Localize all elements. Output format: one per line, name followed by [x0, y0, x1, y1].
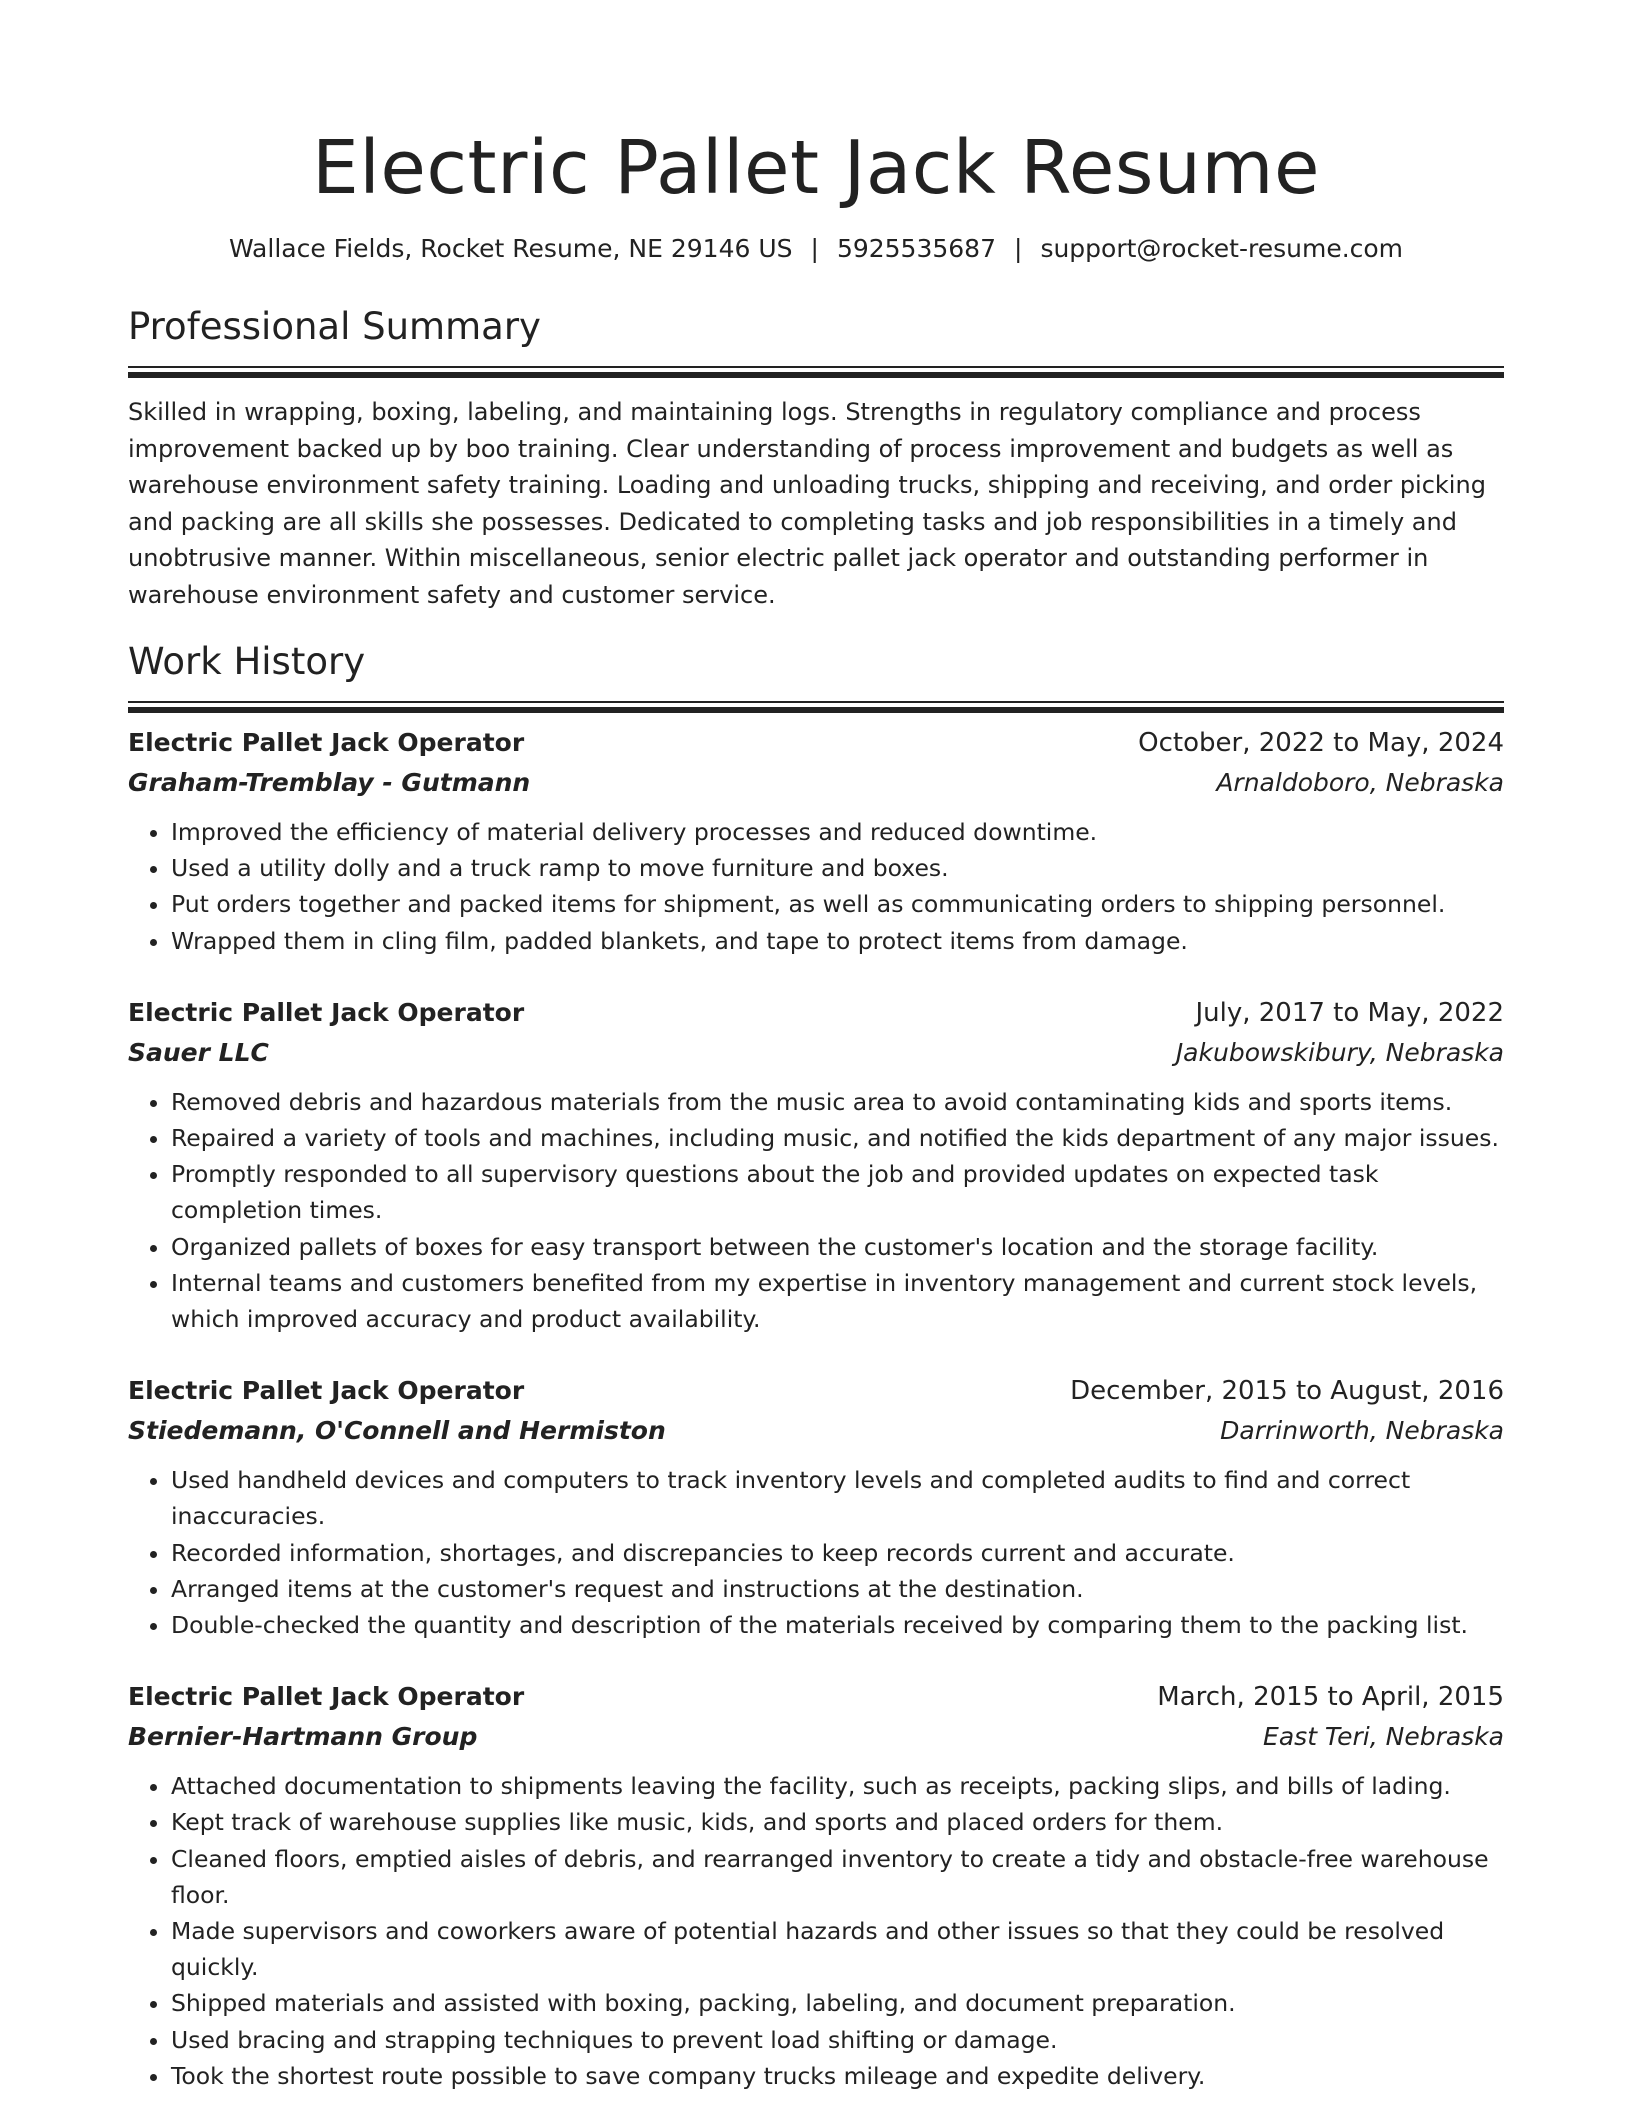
job-employer-row — [128, 1411, 1504, 1451]
job-responsibility-item: • Used bracing and strapping techniques to prevent load shifting or damage. — [171, 2022, 1504, 2058]
contact-address: Wallace Fields, Rocket Resume, NE 29146 US — [228, 234, 793, 263]
job-header-row — [128, 1677, 1504, 1717]
job-dates: July, 2017 to May, 2022 — [1195, 997, 1504, 1028]
job-responsibility-item: • Double-checked the quantity and description of the materials received by comparing them to the packing list. — [171, 1607, 1504, 1643]
job-responsibility-item: • Repaired a variety of tools and machines, including music, and notified the kids department of any major issues. — [171, 1120, 1504, 1156]
job-position: Electric Pallet Jack Operator — [128, 728, 525, 757]
job-responsibility-item: • Shipped materials and assisted with boxing, packing, labeling, and document preparation. — [171, 1985, 1504, 2021]
job-location: Jakubowskibury, Nebraska — [1175, 1037, 1504, 1067]
contact-line — [128, 232, 1504, 266]
job-dates: October, 2022 to May, 2024 — [1138, 728, 1504, 758]
job-responsibility-item: • Improved the efficiency of material delivery processes and reduced downtime. — [171, 814, 1504, 850]
job-header-row — [128, 1371, 1504, 1411]
job-employer: Graham-Tremblay - Gutmann — [128, 768, 531, 797]
job-responsibility-item: • Attached documentation to shipments leaving the facility, such as receipts, packing slips, and bills of lading. — [171, 1768, 1504, 1804]
section-heading-summary: Professional Summary — [128, 305, 541, 348]
job-employer: Bernier-Hartmann Group — [128, 1722, 478, 1752]
job-dates: December, 2015 to August, 2016 — [1070, 1376, 1504, 1407]
contact-phone: 5925535687 — [836, 234, 996, 263]
job-employer: Stiedemann, O'Connell and Hermiston — [128, 1416, 666, 1446]
job-responsibility-item: • Removed debris and hazardous materials from the music area to avoid contaminating kids and sports items. — [171, 1084, 1504, 1120]
job-entry — [128, 723, 1504, 959]
job-position: Electric Pallet Jack Operator — [128, 997, 525, 1027]
section-divider — [128, 701, 1504, 713]
summary-text: Skilled in wrapping, boxing, labeling, and maintaining logs. Strengths in regulatory compliance and process improvement backed up by boo training. Clear understanding of process improvement and budgets as well as warehouse environment safety training. Loading and unloading trucks, shipping and receiving, and order picking and packing are all skills she possesses. Dedicated to completing tasks and job responsibilities in a timely and unobtrusive manner. Within miscellaneous, senior electric pallet jack operator and outstanding performer in warehouse environment safety and customer service. — [128, 398, 1486, 609]
job-responsibility-item: • Internal teams and customers benefited from my expertise in inventory management and current stock levels, which improved accuracy and product availability. — [171, 1265, 1504, 1337]
job-header-row — [128, 993, 1504, 1033]
job-responsibility-item: • Arranged items at the customer's request and instructions at the destination. — [171, 1571, 1504, 1607]
job-dates: March, 2015 to April, 2015 — [1157, 1682, 1504, 1713]
job-employer-row — [128, 1033, 1504, 1073]
job-responsibility-item: • Used handheld devices and computers to track inventory levels and completed audits to find and correct inaccuracies. — [171, 1462, 1504, 1534]
job-employer-row — [128, 1717, 1504, 1757]
job-position: Electric Pallet Jack Operator — [128, 1376, 525, 1406]
job-responsibilities-list — [128, 814, 1504, 959]
contact-separator: | — [1014, 234, 1023, 263]
job-responsibility-item: • Took the shortest route possible to save company trucks mileage and expedite delivery. — [171, 2058, 1504, 2094]
job-responsibility-item: • Put orders together and packed items for shipment, as well as communicating orders to shipping personnel. — [171, 886, 1504, 922]
section-divider — [128, 366, 1504, 378]
job-responsibility-item: • Wrapped them in cling film, padded blankets, and tape to protect items from damage. — [171, 923, 1504, 959]
job-responsibility-item: • Promptly responded to all supervisory questions about the job and provided updates on expected task completion times. — [171, 1156, 1504, 1228]
job-location: East Teri, Nebraska — [1263, 1722, 1504, 1752]
work-history-section — [128, 637, 1504, 2094]
resume-page — [128, 0, 1504, 2094]
contact-email: support@rocket-resume.com — [1040, 234, 1404, 263]
section-heading-work-history: Work History — [128, 640, 366, 683]
job-responsibility-item: • Made supervisors and coworkers aware of potential hazards and other issues so that they could be resolved quickly. — [171, 1913, 1504, 1985]
job-entry — [128, 993, 1504, 1337]
job-location: Darrinworth, Nebraska — [1220, 1416, 1504, 1446]
job-list — [128, 723, 1504, 2094]
job-responsibility-item: • Cleaned floors, emptied aisles of debris, and rearranged inventory to create a tidy and obstacle-free warehouse floor. — [171, 1841, 1504, 1913]
job-responsibilities-list — [128, 1084, 1504, 1337]
contact-separator: | — [810, 234, 819, 263]
job-position: Electric Pallet Jack Operator — [128, 1682, 525, 1712]
job-entry — [128, 1371, 1504, 1643]
job-responsibilities-list — [128, 1462, 1504, 1643]
job-responsibility-item: • Recorded information, shortages, and discrepancies to keep records current and accurate. — [171, 1535, 1504, 1571]
job-employer: Sauer LLC — [128, 1037, 269, 1067]
job-header-row — [128, 723, 1504, 763]
professional-summary-section — [128, 302, 1504, 613]
job-location: Arnaldoboro, Nebraska — [1216, 768, 1504, 797]
job-responsibility-item: • Used a utility dolly and a truck ramp to move furniture and boxes. — [171, 850, 1504, 886]
job-responsibility-item: • Kept track of warehouse supplies like music, kids, and sports and placed orders for them. — [171, 1804, 1504, 1840]
job-entry — [128, 1677, 1504, 2094]
job-employer-row — [128, 763, 1504, 803]
job-responsibility-item: • Organized pallets of boxes for easy transport between the customer's location and the storage facility. — [171, 1229, 1504, 1265]
job-responsibilities-list — [128, 1768, 1504, 2094]
resume-title: Electric Pallet Jack Resume — [312, 125, 1320, 211]
